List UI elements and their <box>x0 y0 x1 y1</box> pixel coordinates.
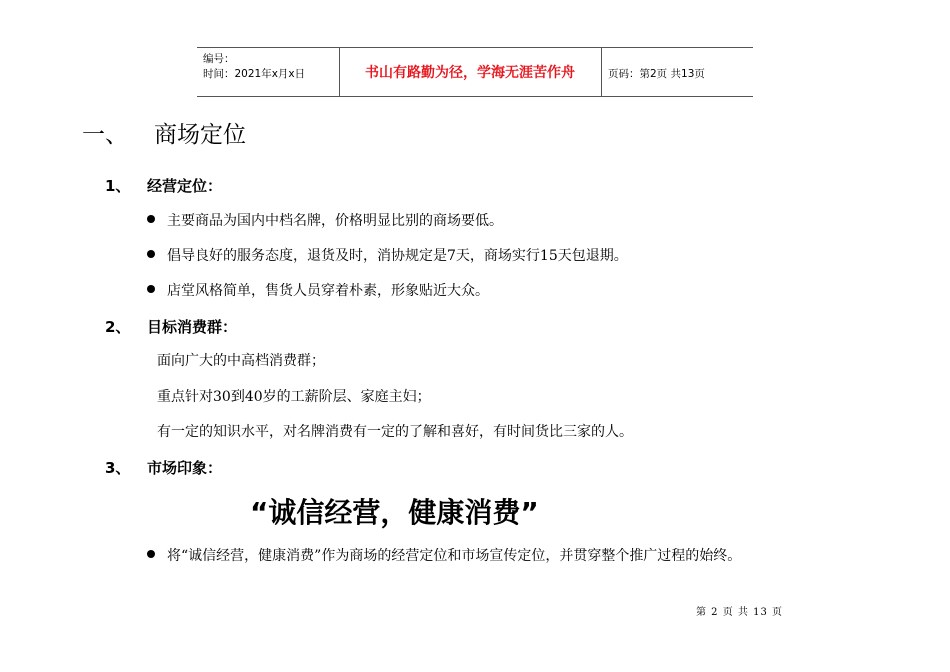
list-item <box>147 210 503 230</box>
list-item <box>147 245 628 265</box>
section-number: 一、 <box>82 122 128 148</box>
bullet-text: 主要商品为国内中档名牌，价格明显比别的商场要低。 <box>167 213 503 229</box>
header-motto: 书山有路勤为径，学海无涯苦作舟 <box>339 48 602 96</box>
subheading-3 <box>105 457 223 478</box>
subheading-1-title: 经营定位： <box>147 177 223 195</box>
subheading-2 <box>105 316 238 337</box>
list-item <box>147 545 741 565</box>
date-label: 时间：2021年x月x日 <box>203 68 306 80</box>
subheading-1 <box>105 175 223 196</box>
slogan: “诚信经营，健康消费” <box>250 496 539 529</box>
bullet-text: 店堂风格简单，售货人员穿着朴素，形象贴近大众。 <box>167 283 489 299</box>
section-heading <box>82 116 246 149</box>
bullet-icon <box>147 215 155 223</box>
paragraph-line: 重点针对30到40岁的工薪阶层、家庭主妇； <box>157 389 431 405</box>
bullet-text: 将“诚信经营，健康消费”作为商场的经营定位和市场宣传定位，并贯穿整个推广过程的始终。 <box>167 548 742 564</box>
header-page-info: 页码：第2页 共13页 <box>608 68 705 80</box>
subheading-3-number: 3、 <box>105 459 131 477</box>
header-meta-cell <box>197 48 340 96</box>
number-label: 编号： <box>203 53 235 65</box>
subheading-1-number: 1、 <box>105 177 131 195</box>
subheading-3-title: 市场印象： <box>147 459 223 477</box>
list-item <box>147 280 489 300</box>
page-footer: 第 2 页 共 13 页 <box>696 607 783 618</box>
bullet-text: 倡导良好的服务态度，退货及时，消协规定是7天，商场实行15天包退期。 <box>167 248 628 264</box>
bullet-icon <box>147 550 155 558</box>
paragraph-line: 面向广大的中高档消费群； <box>157 353 325 369</box>
subheading-2-number: 2、 <box>105 318 131 336</box>
page-header <box>197 47 753 97</box>
bullet-icon <box>147 250 155 258</box>
bullet-icon <box>147 285 155 293</box>
section-title: 商场定位 <box>154 122 246 148</box>
subheading-2-title: 目标消费群： <box>147 318 238 336</box>
paragraph-line: 有一定的知识水平，对名牌消费有一定的了解和喜好，有时间货比三家的人。 <box>157 424 633 440</box>
